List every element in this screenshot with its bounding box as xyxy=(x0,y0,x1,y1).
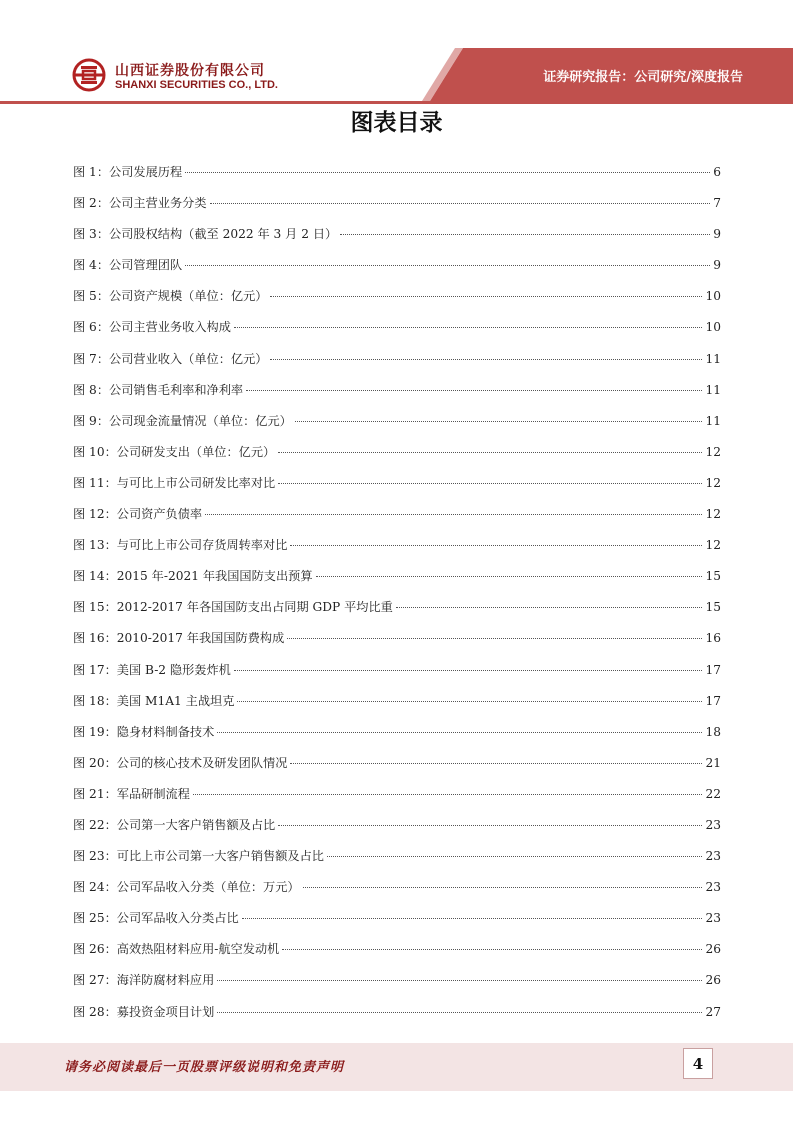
toc-entry-label: 图 6：公司主营业务收入构成 xyxy=(73,320,231,335)
toc-dot-leader xyxy=(210,203,711,204)
toc-dot-leader xyxy=(287,638,702,639)
toc-entry-label: 图 17：美国 B-2 隐形轰炸机 xyxy=(73,662,231,677)
toc-dot-leader xyxy=(290,545,702,546)
toc-entry-page: 9 xyxy=(713,258,721,273)
toc-entry[interactable] xyxy=(73,443,721,474)
page-title: 图表目录 xyxy=(350,110,443,136)
report-type-label: 证券研究报告：公司研究/深度报告 xyxy=(543,70,743,85)
toc-entry[interactable] xyxy=(73,723,721,754)
toc-entry-label: 图 20：公司的核心技术及研发团队情况 xyxy=(73,755,288,770)
toc-entry-label: 图 3：公司股权结构（截至 2022 年 3 月 2 日） xyxy=(73,227,338,242)
toc-dot-leader xyxy=(237,701,702,702)
toc-entry-page: 9 xyxy=(713,227,721,242)
company-name-en: SHANXI SECURITIES CO., LTD. xyxy=(115,79,278,91)
toc-entry-label: 图 7：公司营业收入（单位：亿元） xyxy=(73,351,268,366)
toc-entry[interactable] xyxy=(73,847,721,878)
toc-entry[interactable] xyxy=(73,474,721,505)
toc-entry[interactable] xyxy=(73,256,721,287)
toc-entry[interactable] xyxy=(73,194,721,225)
toc-dot-leader xyxy=(278,452,702,453)
page-number: 4 xyxy=(683,1048,713,1079)
toc-entry-label: 图 16：2010-2017 年我国国防费构成 xyxy=(73,631,285,646)
toc-dot-leader xyxy=(217,980,702,981)
toc-entry-page: 10 xyxy=(705,289,721,304)
toc-entry-label: 图 2：公司主营业务分类 xyxy=(73,196,207,211)
toc-dot-leader xyxy=(234,670,703,671)
toc-entry[interactable] xyxy=(73,505,721,536)
toc-entry[interactable] xyxy=(73,598,721,629)
toc-dot-leader xyxy=(316,576,703,577)
toc-entry-label: 图 26：高效热阻材料应用-航空发动机 xyxy=(73,942,280,957)
toc-dot-leader xyxy=(396,607,703,608)
toc-entry-label: 图 5：公司资产规模（单位：亿元） xyxy=(73,289,268,304)
toc-entry-page: 12 xyxy=(705,475,721,490)
toc-entry-page: 15 xyxy=(705,600,721,615)
toc-dot-leader xyxy=(193,794,703,795)
page-header xyxy=(0,0,793,105)
toc-entry[interactable] xyxy=(73,878,721,909)
toc-entry-label: 图 25：公司军品收入分类占比 xyxy=(73,911,239,926)
toc-entry-page: 16 xyxy=(705,631,721,646)
toc-dot-leader xyxy=(205,514,702,515)
toc-entry-label: 图 15：2012-2017 年各国国防支出占同期 GDP 平均比重 xyxy=(73,600,393,615)
toc-entry-label: 图 13：与可比上市公司存货周转率对比 xyxy=(73,538,288,553)
toc-entry[interactable] xyxy=(73,536,721,567)
toc-entry[interactable] xyxy=(73,350,721,381)
toc-dot-leader xyxy=(217,1012,702,1013)
toc-entry-page: 11 xyxy=(705,351,721,366)
toc-entry-label: 图 24：公司军品收入分类（单位：万元） xyxy=(73,880,300,895)
toc-entry-page: 10 xyxy=(705,320,721,335)
toc-dot-leader xyxy=(340,234,710,235)
toc-entry-label: 图 22：公司第一大客户销售额及占比 xyxy=(73,817,276,832)
toc-entry-page: 15 xyxy=(705,569,721,584)
toc-entry-page: 23 xyxy=(705,880,721,895)
toc-dot-leader xyxy=(217,732,702,733)
toc-entry-page: 26 xyxy=(705,942,721,957)
toc-entry[interactable] xyxy=(73,412,721,443)
toc-entry-label: 图 18：美国 M1A1 主战坦克 xyxy=(73,693,235,708)
toc-entry[interactable] xyxy=(73,1003,721,1034)
toc-entry[interactable] xyxy=(73,816,721,847)
toc-entry-label: 图 10：公司研发支出（单位：亿元） xyxy=(73,444,276,459)
toc-dot-leader xyxy=(290,763,702,764)
toc-entry-page: 17 xyxy=(705,662,721,677)
toc-entry-label: 图 12：公司资产负债率 xyxy=(73,507,203,522)
toc-entry-page: 17 xyxy=(705,693,721,708)
toc-entry[interactable] xyxy=(73,381,721,412)
toc-entry-page: 22 xyxy=(705,786,721,801)
toc-entry[interactable] xyxy=(73,754,721,785)
toc-entry[interactable] xyxy=(73,692,721,723)
toc-entry[interactable] xyxy=(73,909,721,940)
toc-entry[interactable] xyxy=(73,785,721,816)
toc-entry[interactable] xyxy=(73,225,721,256)
toc-entry[interactable] xyxy=(73,940,721,971)
figure-toc-list xyxy=(73,163,721,1034)
toc-entry-page: 23 xyxy=(705,817,721,832)
toc-dot-leader xyxy=(185,172,710,173)
toc-entry[interactable] xyxy=(73,661,721,692)
toc-entry-label: 图 8：公司销售毛利率和净利率 xyxy=(73,382,244,397)
toc-entry[interactable] xyxy=(73,318,721,349)
toc-entry-label: 图 4：公司管理团队 xyxy=(73,258,183,273)
toc-entry-page: 12 xyxy=(705,507,721,522)
toc-entry-label: 图 23：可比上市公司第一大客户销售额及占比 xyxy=(73,849,324,864)
toc-entry-page: 23 xyxy=(705,849,721,864)
toc-dot-leader xyxy=(234,327,703,328)
toc-entry-page: 26 xyxy=(705,973,721,988)
toc-entry-label: 图 9：公司现金流量情况（单位：亿元） xyxy=(73,413,292,428)
toc-dot-leader xyxy=(242,918,703,919)
toc-entry-label: 图 27：海洋防腐材料应用 xyxy=(73,973,215,988)
toc-entry[interactable] xyxy=(73,567,721,598)
toc-dot-leader xyxy=(327,856,703,857)
toc-entry-page: 18 xyxy=(705,724,721,739)
shanxi-securities-logo-icon xyxy=(72,58,106,92)
toc-dot-leader xyxy=(303,887,703,888)
toc-entry[interactable] xyxy=(73,287,721,318)
company-name-cn: 山西证券股份有限公司 xyxy=(115,63,265,79)
toc-dot-leader xyxy=(278,825,702,826)
toc-entry-label: 图 21：军品研制流程 xyxy=(73,786,190,801)
toc-entry-page: 23 xyxy=(705,911,721,926)
toc-entry-label: 图 19：隐身材料制备技术 xyxy=(73,724,215,739)
toc-entry-page: 6 xyxy=(713,165,721,179)
toc-entry-label: 图 28：募投资金项目计划 xyxy=(73,1004,215,1019)
footer-disclaimer: 请务必阅读最后一页股票评级说明和免责声明 xyxy=(64,1060,345,1075)
toc-entry[interactable] xyxy=(73,629,721,660)
toc-dot-leader xyxy=(282,949,702,950)
toc-entry-page: 11 xyxy=(705,413,721,428)
toc-entry-page: 11 xyxy=(705,382,721,397)
toc-entry-page: 7 xyxy=(713,196,721,211)
toc-dot-leader xyxy=(270,359,702,360)
toc-entry-page: 12 xyxy=(705,538,721,553)
toc-entry[interactable] xyxy=(73,163,721,194)
toc-entry[interactable] xyxy=(73,971,721,1002)
toc-entry-label: 图 14：2015 年-2021 年我国国防支出预算 xyxy=(73,569,313,584)
toc-entry-page: 21 xyxy=(705,755,721,770)
toc-dot-leader xyxy=(185,265,710,266)
toc-entry-label: 图 11：与可比上市公司研发比率对比 xyxy=(73,475,276,490)
toc-dot-leader xyxy=(270,296,702,297)
toc-entry-label: 图 1：公司发展历程 xyxy=(73,165,183,179)
toc-entry-page: 12 xyxy=(705,444,721,459)
toc-dot-leader xyxy=(278,483,702,484)
toc-dot-leader xyxy=(295,421,703,422)
toc-entry-page: 27 xyxy=(705,1004,721,1019)
toc-dot-leader xyxy=(246,390,702,391)
